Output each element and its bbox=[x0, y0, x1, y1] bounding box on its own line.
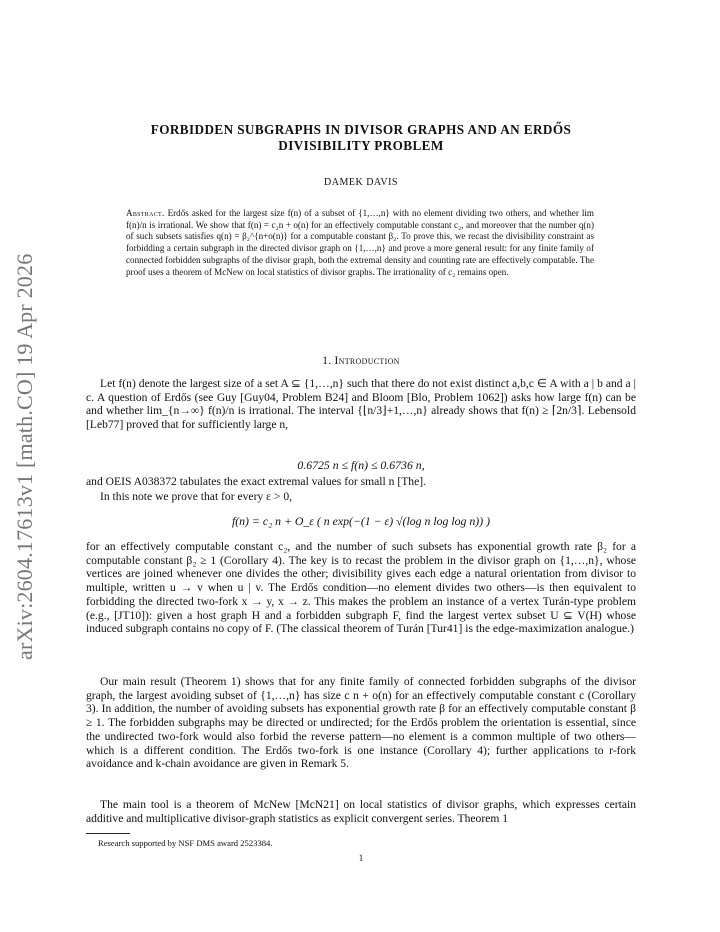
page-number: 1 bbox=[358, 853, 364, 863]
equation-main: f(n) = c₂ n + O_ε ( n exp(−(1 − ε) √(log n log log n)) ) bbox=[231, 514, 491, 528]
abstract-text: Erdős asked for the largest size f(n) of a subset of {1,…,n} with no element dividing two others, and whether lim f(n)/n is irrational. We show that f(n) = c₂n + o(n) for an effectively computable constant c₂, and moreover that the number q(n) of such subsets satisfies q(n) = β₂^{n+o(n)} for a computable constant β₂. To prove this, we recast the divisibility constraint as forbidding a certain subgraph in the directed divisor graph on {1,…,n} and prove a more general result: for any finite family of connected forbidden subgraphs of the divisor graph, both the extremal density and counting rate are effectively computable. The proof uses a theorem of McNew on local statistics of divisor graphs. The irrationality of c₂ remains open. bbox=[126, 208, 594, 277]
equation-bounds: 0.6725 n ≤ f(n) ≤ 0.6736 n, bbox=[297, 458, 425, 472]
section-heading: 1. Introduction bbox=[322, 355, 400, 367]
author-name: DAMEK DAVIS bbox=[324, 177, 398, 188]
paper-title bbox=[86, 122, 636, 154]
intro-paragraph-4: for an effectively computable constant c₂, and the number of such subsets has exponential growth rate β₂ for a computable constant β₂ ≥ 1 (Corollary 4). The key is to recast the problem in the divisor graph on {1,…,n}, whose vertices are joined whenever one divides the other; divisibility gives each edge a natural orientation from divisor to multiple, written u → v when u | v. The Erdős condition—no element divides two others—is then equivalent to forbidding the directed two-fork x → y, x → z. This makes the problem an instance of a vertex Turán-type problem (e.g., [JT10]): given a host graph H and a forbidden subgraph F, find the largest vertex subset U ⊆ V(H) whose induced subgraph contains no copy of F. (The classical theorem of Turán [Tur41] is the edge-maximization analogue.) bbox=[86, 540, 636, 636]
footnote: Research supported by NSF DMS award 2523384. bbox=[98, 838, 273, 848]
intro-paragraph-1: Let f(n) denote the largest size of a set A ⊆ {1,…,n} such that there do not exist distinct a,b,c ∈ A with a | b and a | c. A question of Erdős (see Guy [Guy04, Problem B24] and Bloom [Blo, Problem 1062]) asks how large f(n) can be and whether lim_{n→∞} f(n)/n is irrational. The interval {⌊n/3⌋+1,…,n} already shows that f(n) ≥ ⌈2n/3⌉. Lebensold [Leb77] proved that for sufficiently large n, bbox=[86, 377, 636, 432]
arxiv-identifier: arXiv:2604.17613v1 [math.CO] 19 Apr 2026 bbox=[12, 253, 37, 660]
title-line-2: DIVISIBILITY PROBLEM bbox=[278, 138, 444, 153]
abstract-label: Abstract. bbox=[126, 208, 165, 218]
intro-paragraph-5: Our main result (Theorem 1) shows that for any finite family of connected forbidden subgraphs of the divisor graph, the largest avoiding subset of {1,…,n} has size c n + o(n) for an effectively computable constant c (Corollary 3). In addition, the number of avoiding subsets has exponential growth rate β for an effectively computable constant β ≥ 1. The forbidden subgraphs may be directed or undirected; for the Erdős problem the orientation is essential, since the undirected two-fork would also forbid the reverse pattern—no element is a common multiple of two others—which is a different condition. The Erdős two-fork is one instance (Corollary 4); further applications to r-fork avoidance and k-chain avoidance are given in Remark 5. bbox=[86, 675, 636, 771]
intro-paragraph-6: The main tool is a theorem of McNew [McN21] on local statistics of divisor graphs, which expresses certain additive and multiplicative divisor-graph statistics as explicit convergent series. Theorem 1 bbox=[86, 798, 636, 825]
title-line-1: FORBIDDEN SUBGRAPHS IN DIVISOR GRAPHS AND AN ERDŐS bbox=[150, 122, 572, 137]
intro-paragraph-3: In this note we prove that for every ε > 0, bbox=[100, 490, 293, 503]
footnote-rule bbox=[86, 833, 130, 834]
abstract bbox=[126, 208, 594, 278]
intro-paragraph-2: and OEIS A038372 tabulates the exact extremal values for small n [The]. bbox=[86, 475, 426, 488]
